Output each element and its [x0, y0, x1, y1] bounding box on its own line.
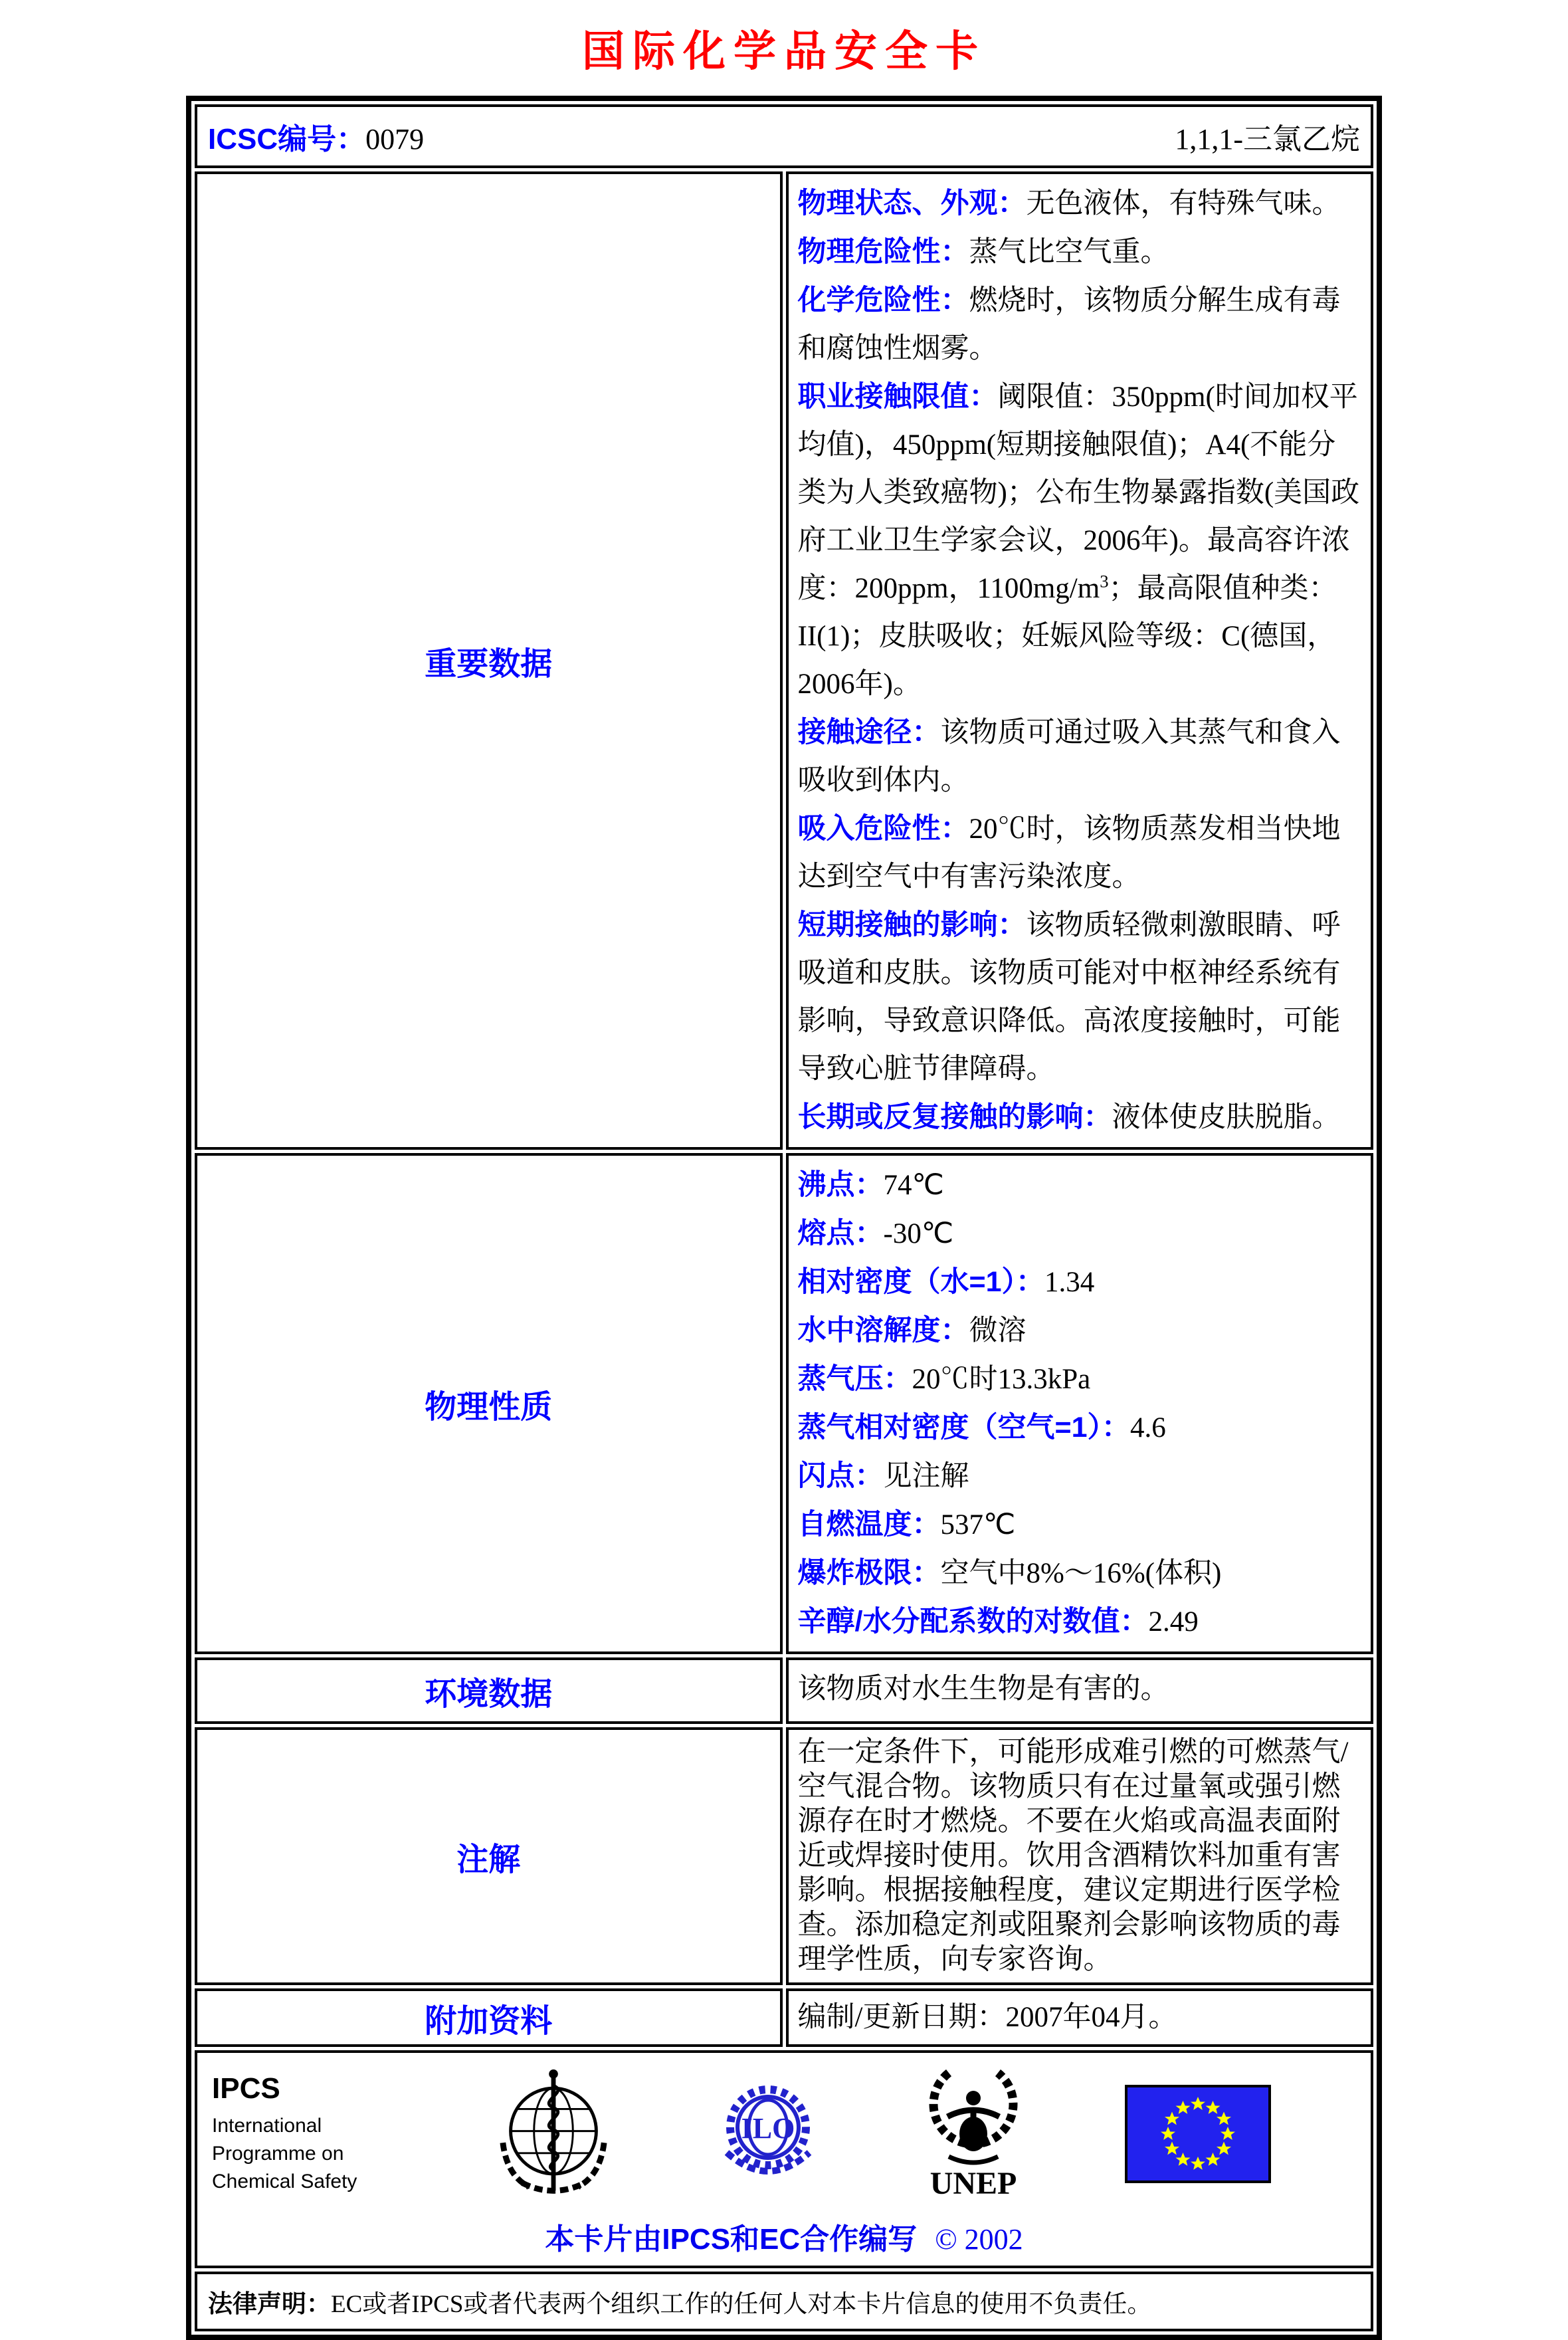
entry-value: 微溶 — [969, 1315, 1027, 1346]
copyright-text: © 2002 — [935, 2223, 1023, 2256]
entry-label: 物理危险性： — [797, 236, 969, 268]
important-data-entries — [798, 179, 1362, 1142]
data-entry — [798, 901, 1362, 1093]
header-row — [195, 104, 1373, 168]
entry-value: 液体使皮肤脱脂。 — [1112, 1102, 1341, 1133]
ipcs-subtitle-line: Programme on — [212, 2143, 344, 2165]
entry-value: 2.49 — [1148, 1606, 1199, 1638]
data-entry — [798, 1210, 1362, 1258]
additional-info-row — [195, 1988, 1373, 2047]
legal-cell — [195, 2272, 1373, 2331]
ipcs-subtitle-line: International — [212, 2115, 322, 2137]
entry-value: 74℃ — [883, 1170, 944, 1201]
header-cell — [195, 104, 1373, 168]
additional-info-cell — [786, 1988, 1374, 2047]
data-entry — [798, 1161, 1362, 1210]
data-entry — [798, 179, 1362, 228]
data-entry — [798, 1307, 1362, 1355]
entry-value: 阈限值：350ppm(时间加权平均值)，450ppm(短期接触限值)；A4(不能分类为人类致癌物)；公布生物暴露指数(美国政府工业卫生学家会议，2006年)。最高容许浓度：200ppm，$1100mg/m^3$；最高限值种类：II(1)；皮肤吸收；妊娠风险等级：C(德国，2006年)。 — [797, 381, 1360, 700]
entry-label: 闪点： — [797, 1460, 884, 1492]
entry-label: 爆炸极限： — [797, 1557, 941, 1589]
entry-value: -30℃ — [883, 1218, 954, 1249]
entry-value: 1.34 — [1044, 1267, 1095, 1298]
notes-text: 在一定条件下，可能形成难引燃的可燃蒸气/空气混合物。该物质只有在过量氧或强引燃源存在时才燃烧。不要在火焰或高温表面附近或焊接时使用。饮用含酒精饮料加重有害影响。根据接触程度，建议定期进行医学检查。添加稳定剂或阻聚剂会影响该物质的毒理学性质，向专家咨询。 — [797, 1737, 1349, 1975]
icsc-number-label: ICSC编号： — [208, 123, 366, 156]
icsc-number — [208, 115, 424, 158]
environmental-data-text: 该物质对水生生物是有害的。 — [797, 1673, 1169, 1705]
entry-label: 辛醇/水分配系数的对数值： — [797, 1606, 1149, 1638]
entry-label: 化学危险性： — [797, 284, 969, 316]
entry-label: 蒸气相对密度（空气=1）： — [797, 1412, 1131, 1443]
row-label-additional-info: 附加资料 — [195, 1988, 783, 2047]
row-label-important-data: 重要数据 — [195, 171, 783, 1150]
entry-label: 自燃温度： — [797, 1509, 941, 1541]
row-label-environmental-data: 环境数据 — [195, 1657, 783, 1724]
data-entry — [798, 1598, 1362, 1646]
notes-row — [195, 1727, 1373, 1985]
entry-label: 接触途径： — [797, 716, 941, 748]
data-entry — [798, 1355, 1362, 1404]
entry-value: 燃烧时，该物质分解生成有毒和腐蚀性烟雾。 — [797, 285, 1341, 364]
ilo-logo-text: ILO — [741, 2112, 795, 2145]
entry-label: 吸入危险性： — [797, 813, 969, 845]
logos-cell — [195, 2050, 1373, 2268]
entry-label: 短期接触的影响： — [797, 909, 1027, 941]
entry-label: 长期或反复接触的影响： — [797, 1101, 1112, 1133]
entry-value: 无色液体，有特殊气味。 — [1026, 188, 1341, 219]
environmental-data-cell — [786, 1657, 1374, 1724]
entry-value: 空气中8%～16%(体积) — [940, 1558, 1222, 1589]
data-entry — [798, 805, 1362, 901]
who-logo-icon — [487, 2066, 620, 2202]
cooperation-line — [204, 2215, 1364, 2258]
entry-label: 熔点： — [797, 1218, 884, 1249]
entry-value: 20℃时，该物质蒸发相当快地达到空气中有害污染浓度。 — [797, 813, 1341, 893]
entry-label: 物理状态、外观： — [797, 187, 1027, 219]
cooperation-text: 本卡片由IPCS和EC合作编写 — [545, 2223, 918, 2256]
entry-value: 537℃ — [940, 1509, 1016, 1541]
unep-logo-text: UNEP — [930, 2166, 1017, 2201]
logos-row — [195, 2050, 1373, 2268]
legal-label: 法律声明： — [208, 2290, 331, 2317]
entry-label: 蒸气压： — [797, 1363, 912, 1395]
physical-properties-entries — [798, 1161, 1362, 1646]
data-entry — [798, 228, 1362, 276]
row-label-physical-properties: 物理性质 — [195, 1153, 783, 1654]
data-entry — [798, 1501, 1362, 1549]
environmental-data-row — [195, 1657, 1373, 1724]
entry-value: 20℃时13.3kPa — [912, 1364, 1091, 1395]
row-label-notes: 注解 — [195, 1727, 783, 1985]
update-date-value: 2007年04月。 — [1005, 2002, 1177, 2033]
entry-value: 蒸气比空气重。 — [969, 237, 1169, 268]
chemical-name: 1,1,1-三氯乙烷 — [1175, 123, 1360, 156]
ipcs-subtitle-line: Chemical Safety — [212, 2171, 357, 2192]
entry-label: 职业接触限值： — [797, 381, 998, 413]
data-entry — [798, 708, 1362, 805]
physical-properties-cell — [786, 1153, 1374, 1654]
important-data-cell — [786, 171, 1374, 1150]
legal-row — [195, 2272, 1373, 2331]
data-entry — [798, 276, 1362, 373]
data-entry — [798, 1452, 1362, 1501]
icsc-card-table — [186, 96, 1382, 2340]
data-entry — [798, 373, 1362, 708]
entry-value: 4.6 — [1130, 1412, 1166, 1443]
legal-text: EC或者IPCS或者代表两个组织工作的任何人对本卡片信息的使用不负责任。 — [331, 2291, 1152, 2318]
important-data-row — [195, 171, 1373, 1150]
additional-info-text — [798, 1996, 1362, 2039]
ipcs-title: IPCS — [212, 2072, 280, 2105]
ipcs-block — [212, 2072, 391, 2196]
entry-label: 沸点： — [797, 1169, 884, 1201]
data-entry — [798, 1549, 1362, 1598]
entry-value: 该物质轻微刺激眼睛、呼吸道和皮肤。该物质可能对中枢神经系统有影响，导致意识降低。高浓度接触时，可能导致心脏节律障碍。 — [797, 910, 1341, 1085]
page-title: 国际化学品安全卡 — [582, 27, 986, 75]
data-entry — [798, 1404, 1362, 1452]
physical-properties-row — [195, 1153, 1373, 1654]
icsc-number-value: 0079 — [365, 123, 425, 156]
entry-label: 相对密度（水=1）： — [797, 1266, 1045, 1298]
update-date-label: 编制/更新日期： — [797, 2002, 1006, 2033]
notes-cell — [786, 1727, 1374, 1985]
data-entry — [798, 1093, 1362, 1142]
unep-logo-icon — [917, 2064, 1030, 2204]
entry-value: 该物质可通过吸入其蒸气和食入吸收到体内。 — [797, 717, 1341, 796]
data-entry — [798, 1258, 1362, 1307]
entry-value: 见注解 — [883, 1461, 969, 1492]
eu-flag-icon — [1125, 2085, 1271, 2183]
ilo-logo-icon — [715, 2078, 821, 2190]
entry-label: 水中溶解度： — [797, 1315, 969, 1346]
